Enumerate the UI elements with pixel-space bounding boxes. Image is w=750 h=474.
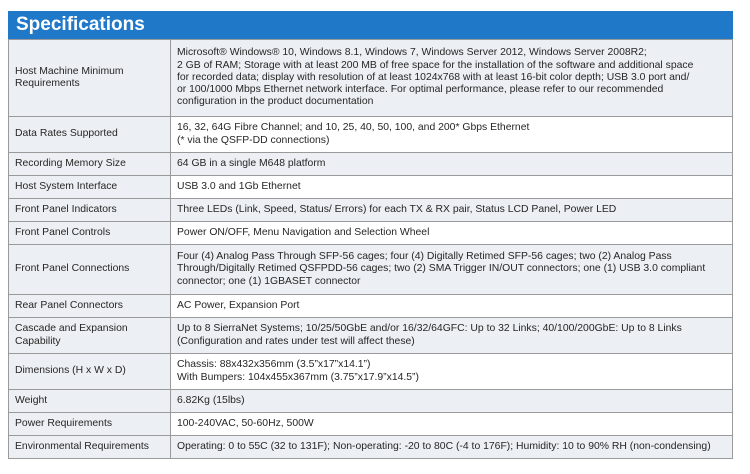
spec-value: [171, 117, 733, 153]
spec-value-line: 64 GB in a single M648 platform: [177, 157, 326, 169]
spec-value-line: Three LEDs (Link, Speed, Status/ Errors) for each TX & RX pair, Status LCD Panel, Power LED: [177, 203, 617, 215]
spec-value: [171, 318, 733, 354]
spec-label: Front Panel Indicators: [9, 199, 171, 222]
spec-value: [171, 176, 733, 199]
spec-value: [171, 354, 733, 390]
spec-value-line: With Bumpers: 104x455x367mm (3.75”x17.9”x14.5”): [177, 371, 419, 383]
spec-value: [171, 413, 733, 436]
spec-value: [171, 40, 733, 117]
spec-label: Recording Memory Size: [9, 153, 171, 176]
specifications-title: Specifications: [8, 11, 733, 39]
spec-value-line: (Configuration and rates under test will affect these): [177, 335, 415, 347]
spec-value-line: connector; one (1) 1GBASET connector: [177, 275, 361, 287]
spec-value-line: Through/Digitally Retimed QSFPDD-56 cages; two (2) SMA Trigger IN/OUT connectors; one (1) USB 3.0 compliant: [177, 263, 706, 275]
spec-value-line: AC Power, Expansion Port: [177, 299, 300, 311]
spec-value-line: 100-240VAC, 50-60Hz, 500W: [177, 417, 314, 429]
spec-value-line: Microsoft® Windows® 10, Windows 8.1, Windows 7, Windows Server 2012, Windows Server 2008R2;: [177, 47, 647, 59]
spec-value: [171, 295, 733, 318]
spec-value-line: 16, 32, 64G Fibre Channel; and 10, 25, 40, 50, 100, and 200* Gbps Ethernet: [177, 122, 530, 134]
spec-value-line: Four (4) Analog Pass Through SFP-56 cages; four (4) Digitally Retimed SFP-56 cages; two (2) Analog Pass: [177, 251, 672, 263]
spec-row: [9, 199, 733, 222]
spec-value-line: Chassis: 88x432x356mm (3.5”x17”x14.1”): [177, 359, 371, 371]
spec-value: [171, 222, 733, 245]
spec-value-line: Up to 8 SierraNet Systems; 10/25/50GbE and/or 16/32/64GFC: Up to 32 Links; 40/100/200GbE: Up to 8 Links: [177, 323, 682, 335]
spec-label: Data Rates Supported: [9, 117, 171, 153]
spec-row: [9, 245, 733, 295]
spec-row: [9, 117, 733, 153]
spec-row: [9, 390, 733, 413]
spec-label: Front Panel Controls: [9, 222, 171, 245]
spec-row: [9, 436, 733, 459]
spec-label: Front Panel Connections: [9, 245, 171, 295]
spec-label: Environmental Requirements: [9, 436, 171, 459]
spec-label: Host System Interface: [9, 176, 171, 199]
spec-value-line: for recorded data; display with resolution of at least 1024x768 with at least 16-bit color depth; USB 3.0 port and/: [177, 71, 690, 83]
specifications-panel: [8, 11, 733, 459]
spec-label: Dimensions (H x W x D): [9, 354, 171, 390]
spec-label: Host Machine Minimum Requirements: [9, 40, 171, 117]
spec-value-line: configuration in the product documentation: [177, 96, 374, 108]
spec-value: [171, 436, 733, 459]
spec-value: [171, 153, 733, 176]
spec-label: Power Requirements: [9, 413, 171, 436]
spec-row: [9, 318, 733, 354]
spec-row: [9, 295, 733, 318]
spec-row: [9, 222, 733, 245]
spec-row: [9, 176, 733, 199]
spec-row: [9, 413, 733, 436]
spec-row: [9, 354, 733, 390]
spec-value: [171, 199, 733, 222]
spec-value: [171, 390, 733, 413]
spec-value-line: 2 GB of RAM; Storage with at least 200 MB of free space for the installation of the software and additional space: [177, 59, 694, 71]
spec-value-line: or 100/1000 Mbps Ethernet network interface. For optimal performance, please refer to our recommended: [177, 84, 664, 96]
spec-value-line: (* via the QSFP-DD connections): [177, 134, 330, 146]
spec-value-line: USB 3.0 and 1Gb Ethernet: [177, 180, 301, 192]
spec-value-line: 6.82Kg (15lbs): [177, 394, 245, 406]
specifications-table: [8, 39, 733, 459]
spec-row: [9, 40, 733, 117]
spec-value: [171, 245, 733, 295]
spec-label: Weight: [9, 390, 171, 413]
spec-label: Cascade and Expansion Capability: [9, 318, 171, 354]
specifications-table-body: [9, 40, 733, 459]
spec-value-line: Operating: 0 to 55C (32 to 131F); Non-operating: -20 to 80C (-4 to 176F); Humidity: 10 to 90% RH (non-condensing): [177, 440, 711, 452]
spec-value-line: Power ON/OFF, Menu Navigation and Selection Wheel: [177, 226, 430, 238]
spec-row: [9, 153, 733, 176]
spec-label: Rear Panel Connectors: [9, 295, 171, 318]
